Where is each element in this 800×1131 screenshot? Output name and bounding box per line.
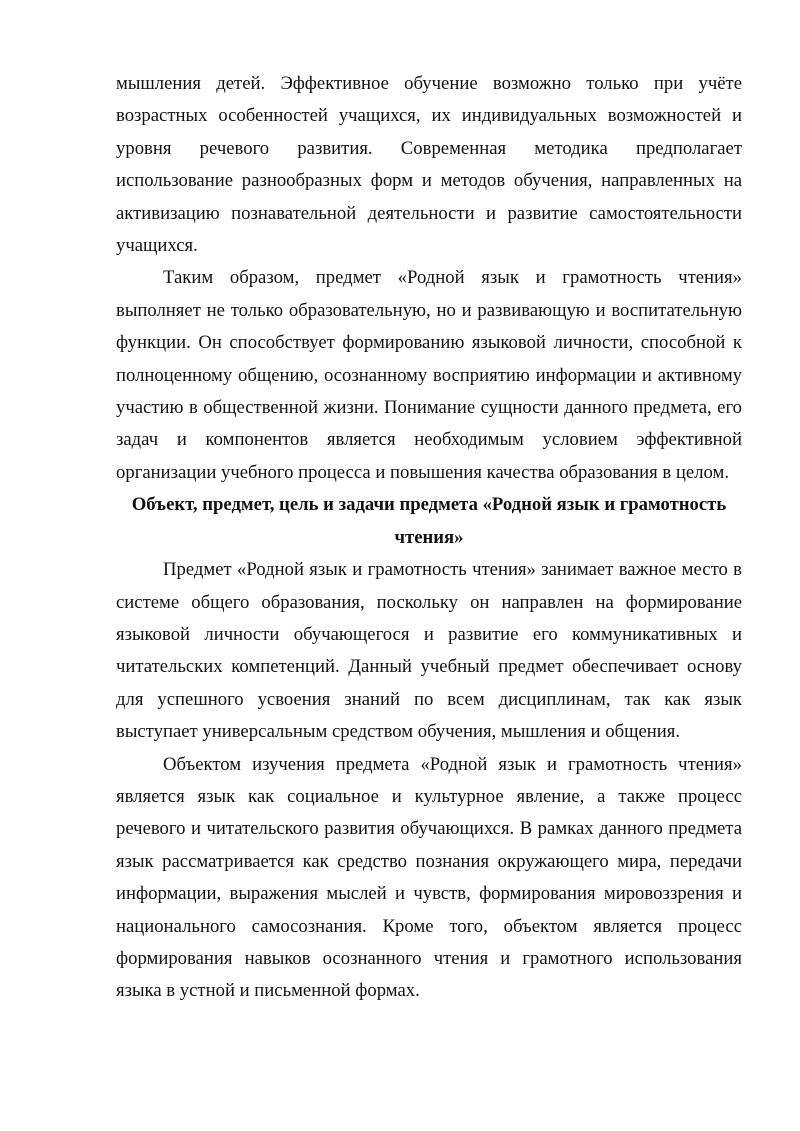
paragraph-subject-importance: Предмет «Родной язык и грамотность чтения» занимает важное место в системе общего образования, поскольку он направлен на формирование языковой личности обучающегося и развитие его коммуникативных и читательских компетенций. Данный учебный предмет обеспечивает основу для успешного усвоения знаний по всем дисциплинам, так как язык выступает универсальным средством обучения, мышления и общения. (116, 559, 742, 743)
paragraph-conclusion: Таким образом, предмет «Родной язык и грамотность чтения» выполняет не только образовательную, но и развивающую и воспитательную функции. Он способствует формированию языковой личности, способной к полноценному общению, осознанному восприятию информации и активному участию в общественной жизни. Понимание сущности данного предмета, его задач и компонентов является необходимым условием эффективной организации учебного процесса и повышения качества образования в целом. (116, 267, 742, 483)
paragraph-object-of-study: Объектом изучения предмета «Родной язык и грамотность чтения» является язык как социальное и культурное явление, а также процесс речевого и читательского развития обучающихся. В рамках данного предмета язык рассматривается как средство познания окружающего мира, передачи информации, выражения мыслей и чувств, формирования мировоззрения и национального самосознания. Кроме того, объектом является процесс формирования навыков осознанного чтения и грамотного использования языка в устной и письменной формах. (116, 753, 742, 1002)
document-body (116, 68, 742, 1008)
section-heading: Объект, предмет, цель и задачи предмета «Родной язык и грамотность чтения» (131, 494, 727, 548)
paragraph-continuation: мышления детей. Эффективное обучение возможно только при учёте возрастных особенностей учащихся, их индивидуальных возможностей и уровня речевого развития. Современная методика предполагает использование разнообразных форм и методов обучения, направленных на активизацию познавательной деятельности и развитие самостоятельности учащихся. (116, 73, 742, 257)
